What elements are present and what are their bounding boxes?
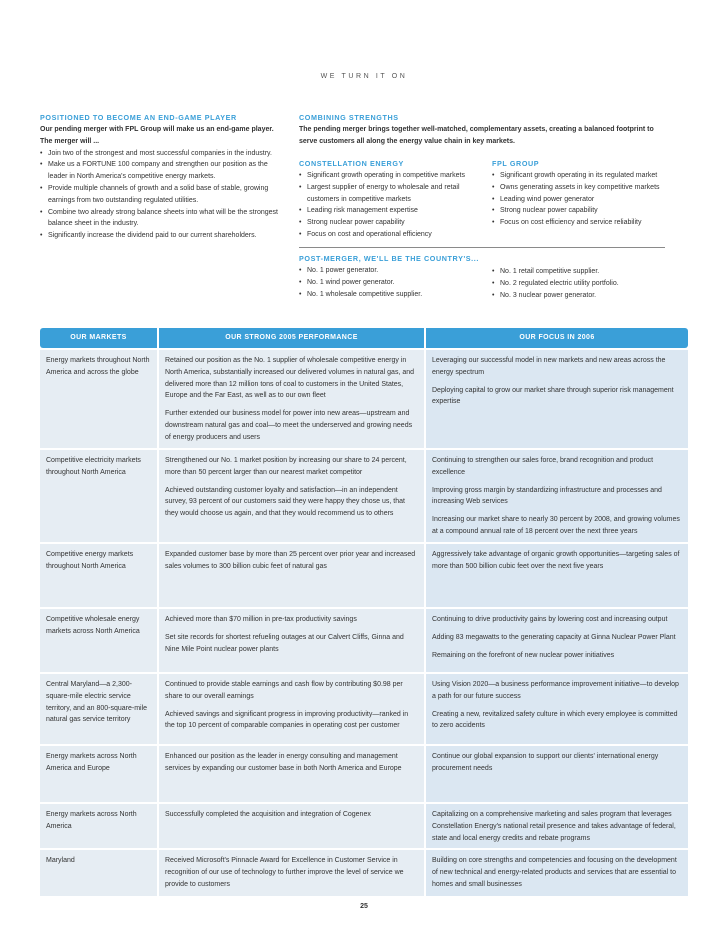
focus-text: Continue our global expansion to support our clients' international energy procurement needs bbox=[432, 753, 659, 772]
performance-cell bbox=[159, 804, 424, 848]
table-row bbox=[40, 609, 688, 672]
constellation-title: CONSTELLATION ENERGY bbox=[299, 159, 404, 168]
fpl-column bbox=[492, 159, 692, 229]
performance-text: Achieved more than $70 million in pre-tax productivity savings bbox=[165, 616, 357, 623]
focus-text: Continuing to drive productivity gains by lowering cost and increasing output bbox=[432, 616, 668, 623]
market-cell bbox=[40, 609, 157, 672]
list-item: • Leading risk management expertise bbox=[299, 205, 484, 217]
performance-cell bbox=[159, 450, 424, 542]
market-text: Maryland bbox=[46, 857, 75, 864]
list-item: • No. 1 wind power generator. bbox=[299, 277, 489, 289]
market-cell bbox=[40, 746, 157, 802]
post-merger-list-1 bbox=[299, 265, 489, 300]
performance-text: Enhanced our position as the leader in energy consulting and management services by expanding our customer base in both North America and Europe bbox=[165, 753, 402, 772]
performance-cell bbox=[159, 609, 424, 672]
focus-text: Continuing to strengthen our sales force, brand recognition and product excellence bbox=[432, 457, 654, 476]
performance-text: Retained our position as the No. 1 supplier of wholesale competitive energy in North America, substantially increased our delivered volumes in natural gas, and delivered more than 12 million tons of coal to customers in the United States, Europe and the Far East, as well as to our own fleet bbox=[165, 357, 415, 400]
list-item: • Strong nuclear power capability bbox=[492, 205, 692, 217]
market-text: Energy markets across North America bbox=[46, 811, 137, 830]
performance-text: Successfully completed the acquisition and integration of Cogenex bbox=[165, 811, 371, 818]
header-focus: OUR FOCUS IN 2006 bbox=[426, 328, 688, 348]
table-row bbox=[40, 450, 688, 542]
merger-lead-2: The merger will ... bbox=[40, 137, 100, 145]
focus-cell bbox=[426, 674, 688, 744]
performance-text: Further extended our business model for power into new areas—upstream and downstream natural gas and coal—to meet the underserved and growing needs of energy producers and users bbox=[165, 410, 413, 441]
market-cell bbox=[40, 544, 157, 607]
focus-text: Capitalizing on a comprehensive marketing and sales program that leverages Constellation Energy's national retail presence and takes advantage of federal, state and local energy credits and rebate programs bbox=[432, 811, 676, 842]
list-item: • Significant growth operating in its regulated market bbox=[492, 170, 692, 182]
performance-text: Achieved savings and significant progress in improving productivity—ranked in the top 10 percent of comparable companies in operating cost per customer bbox=[165, 710, 409, 730]
table-row bbox=[40, 804, 688, 848]
list-item: • No. 1 retail competitive supplier. bbox=[492, 266, 682, 278]
focus-text: Adding 83 megawatts to the generating capacity at Ginna Nuclear Power Plant bbox=[432, 633, 676, 641]
performance-cell bbox=[159, 544, 424, 607]
focus-cell bbox=[426, 450, 688, 542]
performance-cell bbox=[159, 674, 424, 744]
focus-cell bbox=[426, 850, 688, 896]
focus-cell bbox=[426, 544, 688, 607]
table-header bbox=[40, 328, 688, 348]
list-item: • Significant growth operating in competitive markets bbox=[299, 170, 484, 182]
list-item: • Owns generating assets in key competitive markets bbox=[492, 182, 692, 194]
list-item: • No. 1 power generator. bbox=[299, 265, 489, 277]
list-item: • Combine two already strong balance sheets into what will be the strongest balance sheet in the industry. bbox=[40, 207, 285, 231]
table-row bbox=[40, 746, 688, 802]
focus-text: Leveraging our successful model in new markets and new areas across the energy spectrum bbox=[432, 357, 666, 376]
list-item: • No. 2 regulated electric utility portfolio. bbox=[492, 278, 682, 290]
performance-text: Strengthened our No. 1 market position by increasing our share to 24 percent, more than 50 percent larger than our nearest market competitor bbox=[165, 457, 407, 476]
table-row bbox=[40, 850, 688, 896]
list-item: • Join two of the strongest and most successful companies in the industry. bbox=[40, 148, 285, 160]
list-item: • Focus on cost and operational efficiency bbox=[299, 229, 484, 241]
focus-cell bbox=[426, 804, 688, 848]
focus-text: Aggressively take advantage of organic growth opportunities—targeting sales of more than 500 billion cubic feet over the next five years bbox=[432, 551, 680, 570]
page-number: 25 bbox=[360, 903, 368, 910]
post-merger-section bbox=[299, 254, 489, 300]
performance-text: Expanded customer base by more than 25 percent over prior year and increased sales volumes to 300 billion cubic feet of natural gas bbox=[165, 551, 416, 570]
table-row bbox=[40, 544, 688, 607]
focus-text: Increasing our market share to nearly 30 percent by 2008, and growing volumes at a compound annual rate of 18 percent over the next three years bbox=[432, 516, 680, 535]
focus-cell bbox=[426, 746, 688, 802]
header-our-markets: OUR MARKETS bbox=[40, 328, 157, 348]
focus-text: Building on core strengths and competencies and focusing on the development of new technical and energy-related products and services that are essential to homes and small businesses bbox=[432, 857, 677, 888]
performance-cell bbox=[159, 746, 424, 802]
focus-cell bbox=[426, 609, 688, 672]
list-item: • Leading wind power generator bbox=[492, 194, 692, 206]
list-item: • No. 3 nuclear power generator. bbox=[492, 290, 682, 302]
list-item: • Strong nuclear power capability bbox=[299, 217, 484, 229]
focus-text: Creating a new, revitalized safety culture in which every employee is committed to zero accidents bbox=[432, 710, 678, 730]
performance-text: Achieved outstanding customer loyalty and satisfaction—in an independent survey, 93 percent of our customers said they were happy they chose us, that they would choose us again, and that they would recommend us to others bbox=[165, 486, 405, 518]
divider bbox=[299, 247, 665, 248]
performance-cell bbox=[159, 350, 424, 448]
focus-text: Improving gross margin by standardizing infrastructure and processes and increasing Web services bbox=[432, 486, 662, 506]
fpl-bullet-list bbox=[492, 170, 692, 229]
merger-bullet-list bbox=[40, 148, 285, 242]
merger-intro-section bbox=[40, 113, 285, 242]
post-merger-column-2 bbox=[492, 266, 682, 301]
performance-text: Continued to provide stable earnings and cash flow by contributing $0.98 per share to our overall earnings bbox=[165, 681, 403, 700]
market-cell bbox=[40, 804, 157, 848]
focus-text: Remaining on the forefront of new nuclear power initiatives bbox=[432, 651, 615, 659]
focus-text: Deploying capital to grow our market share through superior risk management expertise bbox=[432, 386, 674, 406]
market-cell bbox=[40, 850, 157, 896]
constellation-bullet-list bbox=[299, 170, 484, 241]
fpl-title: FPL GROUP bbox=[492, 159, 540, 168]
list-item: • Make us a FORTUNE 100 company and strengthen our position as the leader in North America's competitive energy markets. bbox=[40, 159, 285, 183]
list-item: • Largest supplier of energy to wholesale and retail customers in competitive markets bbox=[299, 182, 484, 206]
performance-text: Received Microsoft's Pinnacle Award for Excellence in Customer Service in recognition of our use of technology to further improve the level of service we provide to customers bbox=[165, 857, 404, 888]
market-text: Energy markets across North America and Europe bbox=[46, 753, 137, 772]
market-text: Competitive energy markets throughout North America bbox=[46, 551, 134, 570]
table-row bbox=[40, 350, 688, 448]
list-item: • Significantly increase the dividend paid to our current shareholders. bbox=[40, 230, 285, 242]
performance-text: Set site records for shortest refueling outages at our Calvert Cliffs, Ginna and Nine Mile Point nuclear power plants bbox=[165, 633, 404, 653]
market-text: Competitive wholesale energy markets across North America bbox=[46, 616, 140, 635]
post-merger-title: POST-MERGER, WE'LL BE THE COUNTRY'S... bbox=[299, 254, 479, 263]
section-title-combining: COMBINING STRENGTHS bbox=[299, 113, 399, 122]
page-header: WE TURN IT ON bbox=[320, 73, 408, 80]
merger-lead: Our pending merger with FPL Group will make us an end-game player. bbox=[40, 126, 274, 133]
market-cell bbox=[40, 350, 157, 448]
constellation-column bbox=[299, 159, 484, 241]
focus-cell bbox=[426, 350, 688, 448]
combining-strengths-section bbox=[299, 113, 669, 148]
market-text: Competitive electricity markets throughout North America bbox=[46, 457, 141, 476]
header-performance: OUR STRONG 2005 PERFORMANCE bbox=[159, 328, 424, 348]
list-item: • Focus on cost efficiency and service reliability bbox=[492, 217, 692, 229]
post-merger-list-2 bbox=[492, 266, 682, 301]
focus-text: Using Vision 2020—a business performance improvement initiative—to develop a path for our future success bbox=[432, 681, 679, 700]
performance-cell bbox=[159, 850, 424, 896]
market-cell bbox=[40, 450, 157, 542]
market-text: Energy markets throughout North America and across the globe bbox=[46, 357, 150, 376]
list-item: • Provide multiple channels of growth and a solid base of stable, growing earnings from two outstanding regulated utilities. bbox=[40, 183, 285, 207]
table-row bbox=[40, 674, 688, 744]
market-cell bbox=[40, 674, 157, 744]
market-text: Central Maryland—a 2,300-square-mile electric service territory, and an 800-square-mile natural gas service territory bbox=[46, 681, 148, 724]
section-title-end-game: POSITIONED TO BECOME AN END-GAME PLAYER bbox=[40, 113, 237, 122]
combining-lead: The pending merger brings together well-matched, complementary assets, creating a balanced footprint to serve customers all along the energy value chain in key markets. bbox=[299, 126, 654, 145]
list-item: • No. 1 wholesale competitive supplier. bbox=[299, 289, 489, 301]
